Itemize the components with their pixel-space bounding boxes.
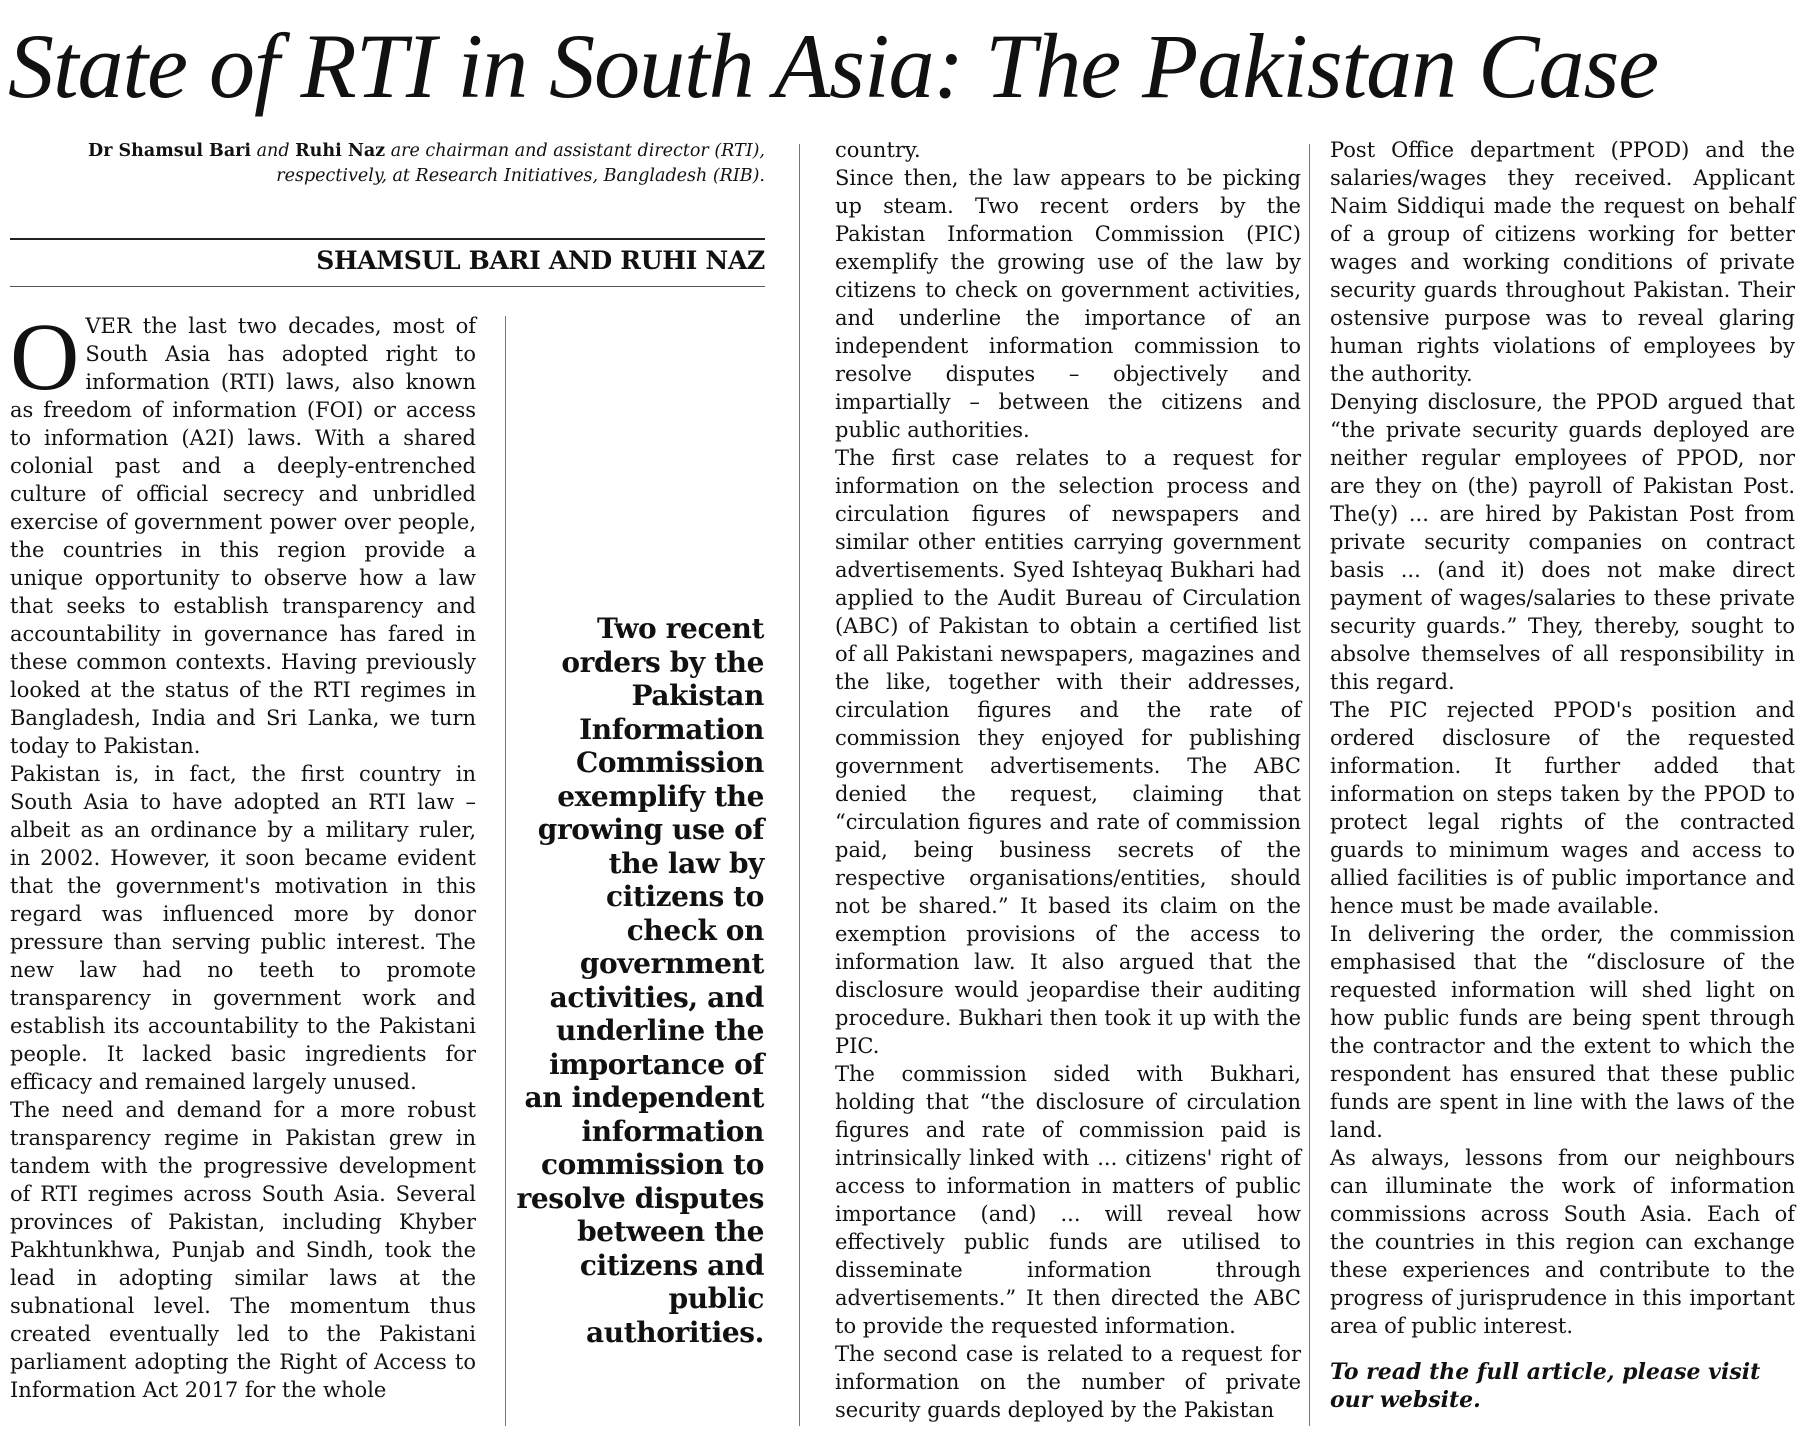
article-paragraph-9: The PIC rejected PPOD's position and ordered disclosure of the requested information. It further added that information on steps taken by the PPOD to protect legal rights of the contracted guards to minimum wages and access to allied facilities is of public importance and hence must be made available. xyxy=(1330,698,1795,918)
article-paragraph-3-continued: country. xyxy=(835,138,921,162)
column-3 xyxy=(1330,136,1795,1414)
headline: State of RTI in South Asia: The Pakistan Case xyxy=(8,15,1659,117)
author-note-connector: and xyxy=(251,141,296,161)
article-paragraph-6: The commission sided with Bukhari, holding that “the disclosure of circulation figures and rate of commission paid is intrinsically linked with ... citizens' right of access to information in matters of public importance (and) ... will reveal how effectively public funds are utilised to disseminate information through advertisements.” It then directed the ABC to provide the requested information. xyxy=(835,1062,1301,1338)
byline-underline xyxy=(10,286,765,287)
article-paragraph-7: The second case is related to a request for information on the number of private security guards deployed by the Pakistan xyxy=(835,1342,1301,1422)
author-name-1: Dr Shamsul Bari xyxy=(88,141,252,161)
paragraph-1-text: VER the last two decades, most of South Asia has adopted right to information (RTI) laws, also known as freedom of information (FOI) or access to information (A2I) laws. With a shared colonial past and a deeply-entrenched culture of official secrecy and unbridled exercise of government power over people, the countries in this region provide a unique opportunity to observe how a law that seeks to establish transparency and accountability in governance has fared in these common contexts. Having previously looked at the status of the RTI regimes in Bangladesh, India and Sri Lanka, we turn today to Pakistan. xyxy=(10,314,476,758)
article-paragraph-8: Denying disclosure, the PPOD argued that “the private security guards deployed are neither regular employees of PPOD, nor are they on (the) payroll of Pakistan Post. The(y) ... are hired by Pakistan Post from private security companies on contract basis ... (and it) does not make direct payment of wages/salaries to these private security guards.” They, thereby, sought to absolve themselves of all responsibility in this regard. xyxy=(1330,390,1795,694)
column-divider-2 xyxy=(799,144,800,1426)
article-paragraph-11: As always, lessons from our neighbours can illuminate the work of information commissions across South Asia. Each of the countries in this region can exchange these experiences and contribute to the progress of jurisprudence in this important area of public interest. xyxy=(1330,1146,1795,1338)
column-2 xyxy=(835,136,1301,1424)
column-divider-3 xyxy=(1309,144,1310,1426)
pull-quote: Two recent orders by the Pakistan Information Commission exemplify the growing use of the law by citizens to check on government activities, and underline the importance of an independent information commission to resolve disputes between the citizens and public authorities. xyxy=(516,612,764,1349)
author-note xyxy=(8,139,765,189)
author-name-2: Ruhi Naz xyxy=(295,141,386,161)
article-paragraph-10: In delivering the order, the commission emphasised that the “disclosure of the requested information will shed light on how public funds are being spent through the contractor and the extent to which the respondent has ensured that these public funds are spent in line with the laws of the land. xyxy=(1330,922,1795,1142)
author-note-text: are chairman and assistant director (RTI), respectively, at Research Initiatives, Bangladesh (RIB). xyxy=(276,141,765,186)
column-1 xyxy=(10,303,476,1404)
article-paragraph-7-continued: Post Office department (PPOD) and the salaries/wages they received. Applicant Naim Siddiqui made the request on behalf of a group of citizens working for better wages and working conditions of private security guards throughout Pakistan. Their ostensive purpose was to reveal glaring human rights violations of employees by the authority. xyxy=(1330,138,1795,386)
article-paragraph-2: Pakistan is, in fact, the first country in South Asia to have adopted an RTI law – albeit as an ordinance by a military ruler, in 2002. However, it soon became evident that the government's motivation in this regard was influenced more by donor pressure than serving public interest. The new law had no teeth to promote transparency in government work and establish its accountability to the Pakistani people. It lacked basic ingredients for efficacy and remained largely unused. xyxy=(10,762,476,1094)
article-paragraph-4: Since then, the law appears to be picking up steam. Two recent orders by the Pakistan Information Commission (PIC) exemplify the growing use of the law by citizens to check on government activities, and underline the importance of an independent information commission to resolve disputes – objectively and impartially – between the citizens and public authorities. xyxy=(835,166,1301,442)
article-paragraph-1 xyxy=(10,303,476,760)
article-paragraph-5: The first case relates to a request for information on the selection process and circulation figures of newspapers and similar other entities carrying government advertisements. Syed Ishteyaq Bukhari had applied to the Audit Bureau of Circulation (ABC) of Pakistan to obtain a certified list of all Pakistani newspapers, magazines and the like, together with their addresses, circulation figures and the rate of commission they enjoyed for publishing government advertisements. The ABC denied the request, claiming that “circulation figures and rate of commission paid, being business secrets of the respective organisations/entities, should not be shared.” It based its claim on the exemption provisions of the access to information law. It also argued that the disclosure would jeopardise their auditing procedure. Bukhari then took it up with the PIC. xyxy=(835,446,1301,1058)
byline: SHAMSUL BARI AND RUHI NAZ xyxy=(316,246,765,275)
byline-rule xyxy=(10,238,765,240)
article-paragraph-3: The need and demand for a more robust transparency regime in Pakistan grew in tandem with the progressive development of RTI regimes across South Asia. Several provinces of Pakistan, including Khyber Pakhtunkhwa, Punjab and Sindh, took the lead in adopting similar laws at the subnational level. The momentum thus created eventually led to the Pakistani parliament adopting the Right of Access to Information Act 2017 for the whole xyxy=(10,1098,476,1402)
drop-cap: O xyxy=(10,303,80,410)
column-divider-1 xyxy=(505,316,506,1426)
read-more-note: To read the full article, please visit our website. xyxy=(1330,1359,1761,1413)
